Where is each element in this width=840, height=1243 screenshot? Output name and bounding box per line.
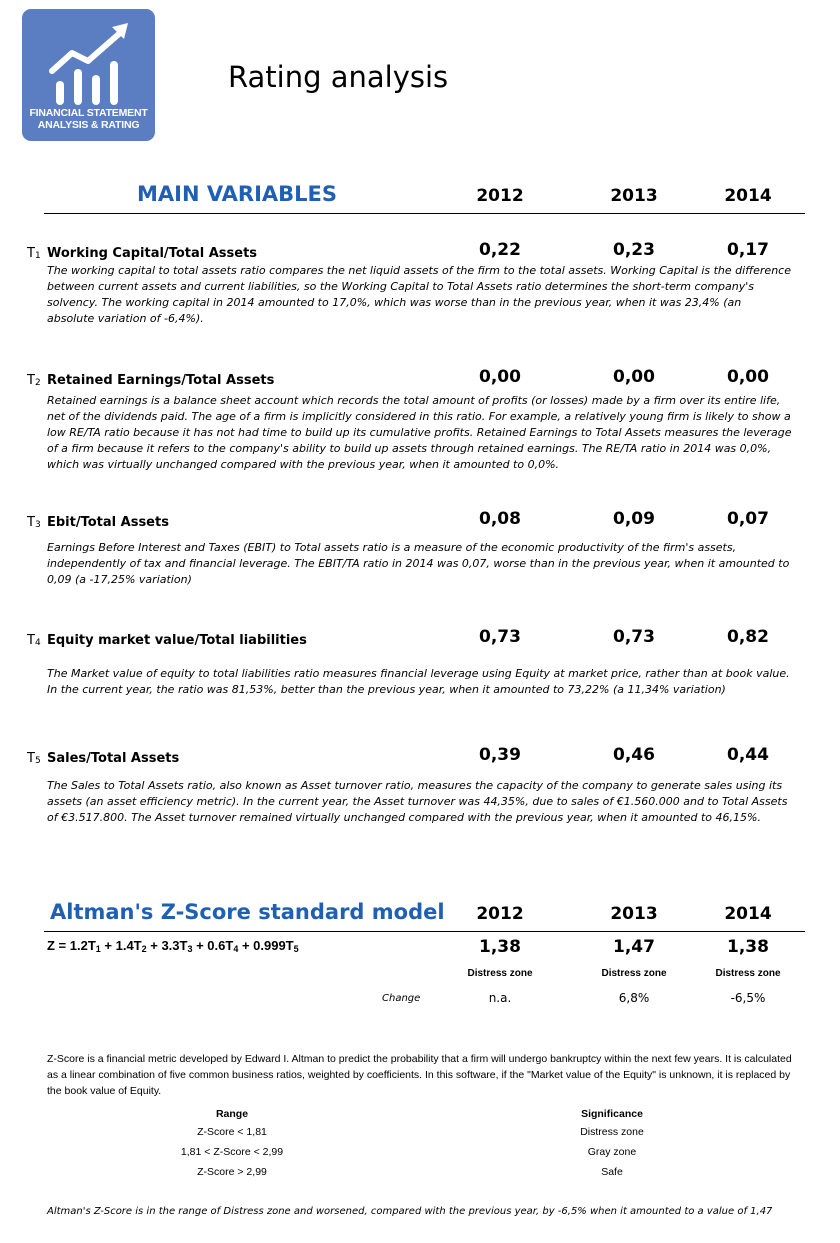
header-divider — [44, 213, 805, 214]
variable-name: Working Capital/Total Assets — [47, 246, 258, 261]
zscore-change: n.a. — [488, 991, 512, 1005]
zscore-zone: Distress zone — [601, 968, 667, 979]
year-header: 2013 — [610, 904, 658, 924]
variable-description: Retained earnings is a balance sheet account which records the total amount of profits (or losses) made by a firm over its entire life, net of the dividends paid. The age of a firm is implicitly considered in this ratio. For example, a relatively young firm is likely to show a low RE/TA ratio because it has not had time to build up its cumulative profits. Retained Earnings to Total Assets measures the leverage of a firm because it refers to the company's ability to build up assets through retained earnings. The RE/TA ratio in 2014 was 0,0%, which was virtually unchanged compared with the previous year, when it amounted to 0,0%. — [47, 394, 792, 471]
variable-description: The working capital to total assets ratio compares the net liquid assets of the firm to the total assets. Working Capital is the difference between current assets and current liabilities, so the Working Capital to Total Assets ratio determines the short-term company's solvency. The working capital in 2014 amounted to 17,0%, which was worse than in the previous year, when it was 23,4% (an absolute variation of -6,4%). — [47, 264, 791, 325]
variable-value: 0,23 — [613, 240, 655, 260]
significance-cell: Safe — [601, 1166, 623, 1178]
variable-name: Ebit/Total Assets — [47, 515, 169, 530]
variable-value: 0,46 — [613, 745, 655, 765]
logo-text-line1: FINANCIAL STATEMENT — [29, 107, 148, 119]
variable-value: 0,39 — [479, 745, 521, 765]
variable-description: The Market value of equity to total liabilities ratio measures financial leverage using Equity at market price, rather than at book value. In the current year, the ratio was 81,53%, better than the previous year, when it amounted to 73,22% (a 11,34% variation) — [47, 667, 790, 696]
variable-name: Equity market value/Total liabilities — [47, 633, 307, 648]
variable-tag: $T_5$ — [27, 751, 41, 766]
significance-cell: Distress zone — [580, 1126, 644, 1138]
zscore-zone: Distress zone — [467, 968, 533, 979]
year-header: 2012 — [476, 186, 524, 206]
variable-description: Earnings Before Interest and Taxes (EBIT) to Total assets ratio is a measure of the economic productivity of the firm's assets, independently of tax and financial leverage. The EBIT/TA ratio in 2014 was 0,07, worse than in the previous year, when it amounted to 0,09 (a -17,25% variation) — [47, 541, 790, 586]
variable-value: 0,00 — [727, 367, 769, 387]
zscore-conclusion: Altman's Z-Score is in the range of Distress zone and worsened, compared with the previous year, by -6,5% when it amounted to a value of 1,47 — [47, 1206, 773, 1217]
year-header: 2013 — [610, 186, 658, 206]
zscore-note: Z-Score is a financial metric developed by Edward I. Altman to predict the probability that a firm will undergo bankruptcy within the next few years. It is calculated as a linear combination of five common business ratios, weighted by coefficients. In this software, if the "Market value of the Equity" is unknown, it is replaced by the book value of Equity. — [47, 1053, 792, 1097]
zscore-divider — [44, 931, 805, 932]
zscore-value: 1,38 — [727, 937, 769, 957]
range-cell: Z-Score < 1,81 — [197, 1126, 267, 1138]
variable-value: 0,82 — [727, 627, 769, 647]
variable-value: 0,44 — [727, 745, 769, 765]
year-header: 2014 — [724, 904, 772, 924]
variable-value: 0,17 — [727, 240, 769, 260]
zscore-zone: Distress zone — [715, 968, 781, 979]
range-cell: 1,81 < Z-Score < 2,99 — [180, 1146, 284, 1158]
zscore-change: -6,5% — [730, 991, 766, 1005]
variable-tag: $T_1$ — [27, 246, 41, 261]
variable-tag: $T_3$ — [27, 515, 41, 530]
variable-description: The Sales to Total Assets ratio, also known as Asset turnover ratio, measures the capacity of the company to generate sales using its assets (an asset efficiency metric). In the current year, the Asset turnover was 44,35%, due to sales of €1.560.000 and to Total Assets of €3.517.800. The Asset turnover remained virtually unchanged compared with the previous year, when it amounted to 46,15%. — [47, 779, 788, 824]
variable-tag: $T_4$ — [27, 633, 41, 648]
significance-header: Significance — [581, 1108, 643, 1120]
variable-name: Sales/Total Assets — [47, 751, 180, 766]
change-label: Change — [382, 993, 421, 1004]
zscore-value: 1,38 — [479, 937, 521, 957]
zscore-value: 1,47 — [613, 937, 655, 957]
variable-value: 0,09 — [613, 509, 655, 529]
year-header: 2012 — [476, 904, 524, 924]
variable-value: 0,00 — [613, 367, 655, 387]
range-header: Range — [215, 1108, 249, 1120]
variable-value: 0,07 — [727, 509, 769, 529]
variable-value: 0,00 — [479, 367, 521, 387]
variable-value: 0,73 — [479, 627, 521, 647]
main-variables-title: MAIN VARIABLES — [137, 182, 338, 206]
page-title: Rating analysis — [228, 60, 449, 94]
range-cell: Z-Score > 2,99 — [197, 1166, 267, 1178]
variable-value: 0,08 — [479, 509, 521, 529]
significance-cell: Gray zone — [587, 1146, 637, 1158]
app-logo — [22, 9, 155, 141]
year-header: 2014 — [724, 186, 772, 206]
variable-name: Retained Earnings/Total Assets — [47, 373, 275, 388]
variable-tag: $T_2$ — [27, 373, 41, 388]
variable-value: 0,73 — [613, 627, 655, 647]
zscore-formula: $Z = 1.2T_1 + 1.4T_2 + 3.3T_3 + 0.6T_4 + 0.999T_5$ — [47, 938, 299, 954]
zscore-change: 6,8% — [618, 991, 650, 1005]
zscore-title: Altman's Z-Score standard model — [50, 900, 445, 924]
variable-value: 0,22 — [479, 240, 521, 260]
logo-text-line2: ANALYSIS & RATING — [37, 119, 140, 131]
